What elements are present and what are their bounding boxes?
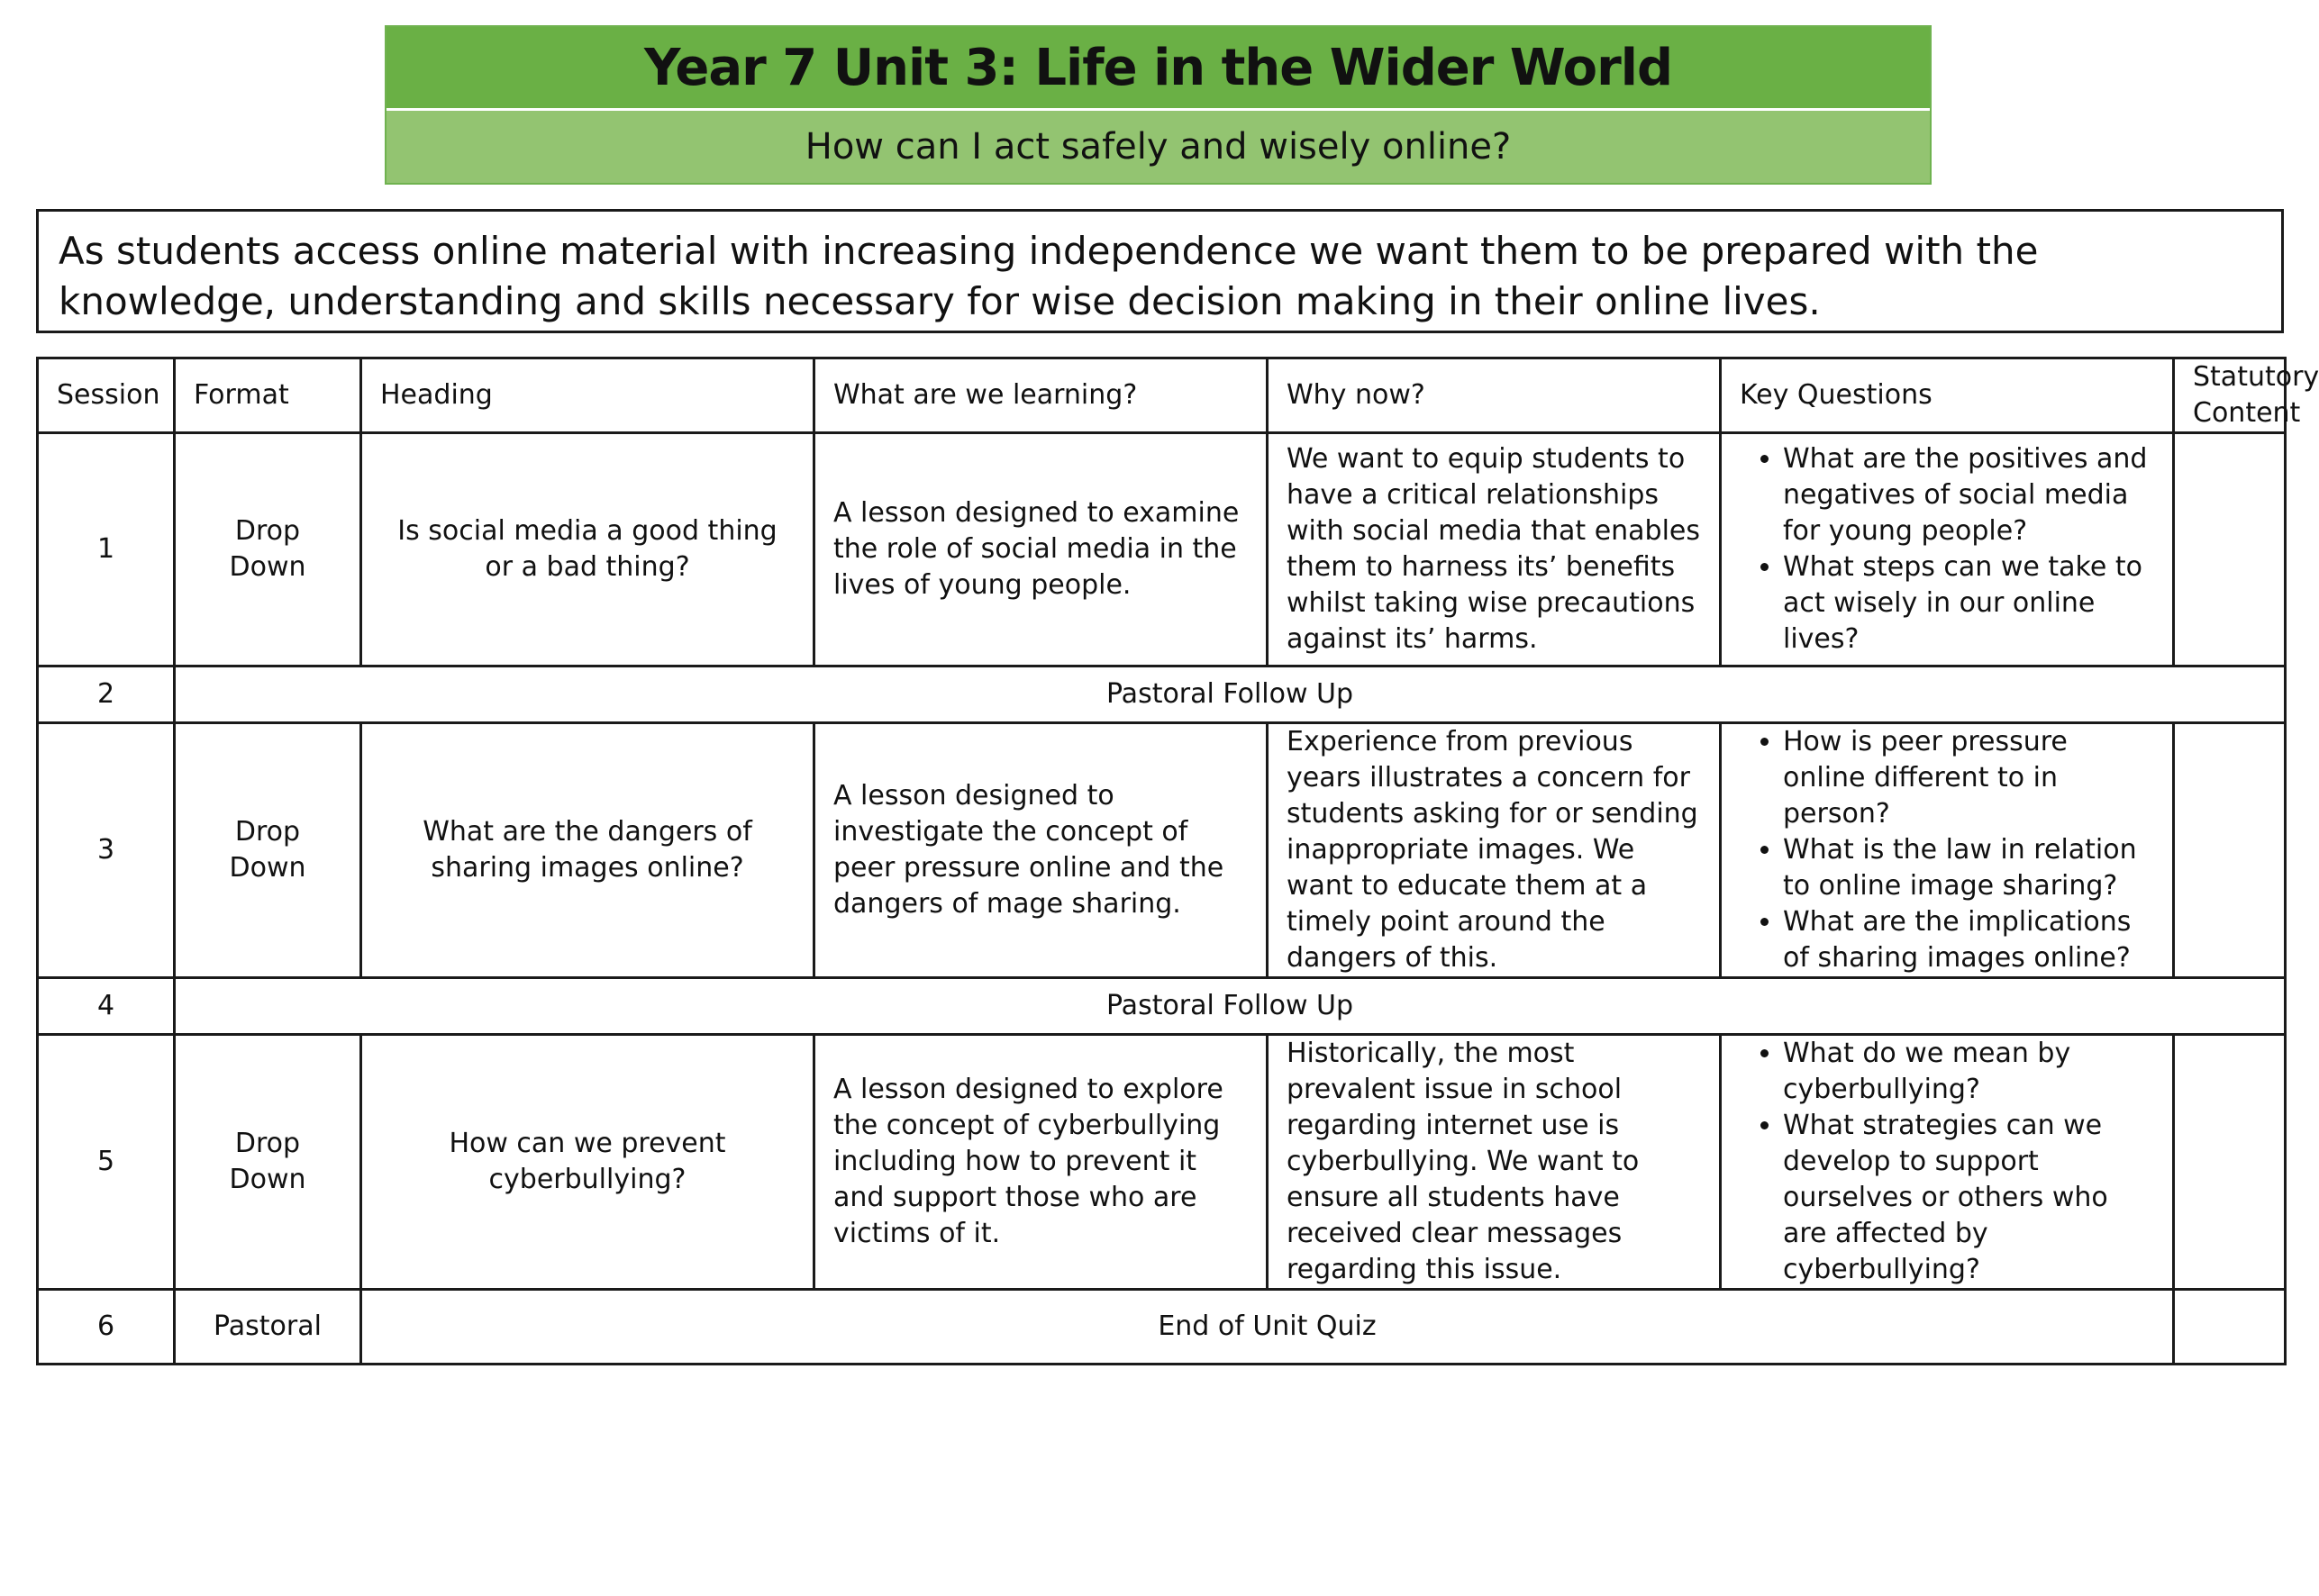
statutory-content-cell: [2174, 433, 2286, 667]
key-question: • What strategies can we develop to support ourselves or others who are affected by cyberbullying?: [1783, 1108, 2154, 1288]
session-number: 3: [38, 723, 175, 978]
header-statutory-content: Statutory Content: [2174, 358, 2286, 433]
format-cell: Drop Down: [175, 723, 361, 978]
quiz-cell: End of Unit Quiz: [361, 1290, 2174, 1365]
key-question: • What is the law in relation to online image sharing?: [1783, 832, 2154, 904]
header-heading: Heading: [361, 358, 814, 433]
key-questions-cell: [1721, 1035, 2174, 1290]
unit-subtitle: How can I act safely and wisely online?: [386, 111, 1930, 183]
why-now-cell: We want to equip students to have a critical relationships with social media that enables them to harness its’ benefits whilst taking wise precautions against its’ harms.: [1268, 433, 1721, 667]
learning-cell: A lesson designed to examine the role of social media in the lives of young people.: [814, 433, 1268, 667]
table-row: [38, 1290, 2286, 1365]
learning-cell: A lesson designed to explore the concept of cyberbullying including how to prevent it and support those who are victims of it.: [814, 1035, 1268, 1290]
statutory-content-cell: [2174, 1035, 2286, 1290]
table-header-row: [38, 358, 2286, 433]
session-number: 6: [38, 1290, 175, 1365]
follow-up-cell: Pastoral Follow Up: [175, 978, 2286, 1035]
statutory-content-cell: [2174, 723, 2286, 978]
key-question: • What steps can we take to act wisely in our online lives?: [1783, 549, 2154, 657]
unit-title: Year 7 Unit 3: Life in the Wider World: [386, 27, 1930, 111]
learning-cell: A lesson designed to investigate the concept of peer pressure online and the dangers of mage sharing.: [814, 723, 1268, 978]
session-number: 2: [38, 667, 175, 723]
header-format: Format: [175, 358, 361, 433]
format-cell: Pastoral: [175, 1290, 361, 1365]
follow-up-cell: Pastoral Follow Up: [175, 667, 2286, 723]
why-now-cell: Historically, the most prevalent issue in school regarding internet use is cyberbullying. We want to ensure all students have received clear messages regarding this issue.: [1268, 1035, 1721, 1290]
intro-statement: As students access online material with increasing independence we want them to be prepared with the knowledge, understanding and skills necessary for wise decision making in their online lives.: [36, 209, 2284, 333]
unit-banner: [385, 25, 1932, 185]
key-question: • What do we mean by cyberbullying?: [1783, 1036, 2154, 1108]
session-number: 1: [38, 433, 175, 667]
key-question: • What are the implications of sharing images online?: [1783, 904, 2154, 976]
key-questions-cell: [1721, 723, 2174, 978]
key-questions-cell: [1721, 433, 2174, 667]
table-row: [38, 433, 2286, 667]
header-key-questions: Key Questions: [1721, 358, 2174, 433]
table-row: [38, 723, 2286, 978]
lesson-plan-table: [36, 357, 2319, 1365]
heading-cell: What are the dangers of sharing images online?: [361, 723, 814, 978]
heading-cell: Is social media a good thing or a bad thing?: [361, 433, 814, 667]
key-question: • How is peer pressure online different to in person?: [1783, 724, 2154, 832]
session-number: 5: [38, 1035, 175, 1290]
session-number: 4: [38, 978, 175, 1035]
table-row: [38, 978, 2286, 1035]
format-cell: Drop Down: [175, 1035, 361, 1290]
why-now-cell: Experience from previous years illustrates a concern for students asking for or sending inappropriate images. We want to educate them at a timely point around the dangers of this.: [1268, 723, 1721, 978]
header-learning: What are we learning?: [814, 358, 1268, 433]
heading-cell: How can we prevent cyberbullying?: [361, 1035, 814, 1290]
header-session: Session: [38, 358, 175, 433]
statutory-content-cell: [2174, 1290, 2286, 1365]
header-why-now: Why now?: [1268, 358, 1721, 433]
format-cell: Drop Down: [175, 433, 361, 667]
table-row: [38, 1035, 2286, 1290]
key-question: • What are the positives and negatives of social media for young people?: [1783, 441, 2154, 549]
table-row: [38, 667, 2286, 723]
